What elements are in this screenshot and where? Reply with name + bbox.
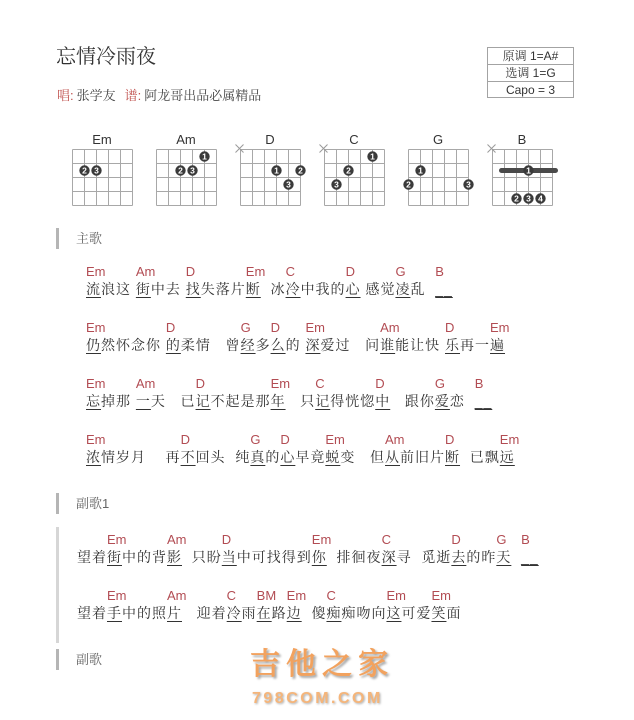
chord-name: Em [92,132,112,147]
chord-anchor-char: 忘 [86,393,101,409]
chorus-1-block [56,527,596,643]
lyric-segment [165,320,241,354]
lyric-segment [226,588,257,622]
lyric-segment [135,264,186,298]
lyric-text: 只 [285,393,316,409]
lyric-segment [490,320,510,354]
chord-label: G [240,320,251,335]
chord-anchor-char: 天 [496,549,512,565]
lyric-segment [270,376,316,410]
lyric-segment [86,376,136,410]
finger-number: 3 [190,165,195,176]
finger-number: 2 [298,165,303,176]
chord-anchor-char: 的 [165,337,181,353]
chord-label: Em [325,432,345,447]
chord-anchor-char: 你 [311,549,327,565]
lyric-segment [167,532,222,566]
chord-label: Em [286,588,307,603]
lyric-segment [240,320,271,354]
chord-label: B [435,264,444,279]
lyric-text: 中可找得到 [236,549,312,565]
chord-anchor-char: 蜕 [325,449,341,465]
finger-number: 3 [334,179,339,190]
chord-anchor-char: 当 [221,549,237,565]
chord-anchor-char: 真 [250,449,266,465]
finger-number: 4 [538,193,543,204]
lyric-text: 寻 觅逝 [396,549,452,565]
lyric-text: 变 但 [340,449,386,465]
muted-string-icon [236,145,244,153]
lyric-segment [86,320,166,354]
chord-anchor-char: 片 [167,605,182,621]
lyric-text: 再一 [460,337,491,353]
lyric-segment [285,264,346,298]
lyric-segment [325,432,386,466]
lyric-segment [386,588,432,622]
finger-number: 2 [82,165,87,176]
lyric-text: 天 已 [150,393,196,409]
chord-label: D [270,320,280,335]
lyric-segment [496,532,521,566]
chord-label: D [165,320,176,335]
chord-label: Am [167,532,187,547]
finger-number: 2 [514,193,519,204]
chord-label: Em [311,532,332,547]
lyric-text: 掉那 [101,393,136,409]
watermark-url: 798COM.COM [252,690,383,707]
lyric-text: 回头 纯 [195,449,251,465]
chord-label: D [221,532,232,547]
lyric-segment [185,264,246,298]
chord-label: Em [86,432,106,447]
chord-anchor-char: 经 [240,337,256,353]
chord-label: G [250,432,261,447]
chord-anchor-char: 深 [305,337,321,353]
chord-label: Em [490,320,510,335]
chord-label: D [195,376,205,391]
lyric-segment [280,432,326,466]
chord-anchor-char: 去 [451,549,467,565]
fretboard-grid-icon [150,143,222,211]
chord-label: Em [86,264,106,279]
lyric-segment [195,376,271,410]
chord-label: D [280,432,290,447]
chord-label: Em [499,432,520,447]
lyric-text: 只盼 [182,549,222,565]
chord-label: D [451,532,461,547]
lyric-segment [381,532,452,566]
lyric-segment [86,264,136,298]
chord-label: Am [380,320,400,335]
capo-info: Capo = 3 [488,81,573,97]
lyric-text: 情岁月 再 [101,449,181,465]
chord-anchor-char: 街 [107,549,122,565]
chord-diagrams [60,132,564,212]
lyric-text: 恋 [449,393,475,409]
lyric-text: 柔情 曾 [180,337,241,353]
lyric-line [86,431,606,487]
chord-label: Em [431,588,451,603]
chord-label: C [381,532,391,547]
chord-anchor-char: 心 [345,281,361,297]
lyric-segment [286,588,327,622]
chord-anchor-char: 深 [381,549,397,565]
lyric-text: 路 [271,605,287,621]
finger-number: 2 [178,165,183,176]
lyric-text: 早竟 [295,449,326,465]
muted-string-icon [488,145,496,153]
lyric-segment [270,320,306,354]
lyric-text: 望着 [77,605,107,621]
watermark-title: 吉他之家 [250,648,394,681]
chord-diagram-c [312,132,396,212]
chord-label: C [285,264,295,279]
lyric-segment [250,432,281,466]
lyric-segment [521,532,539,566]
lyric-segment [431,588,462,622]
chord-label: D [185,264,196,279]
chord-anchor-char: 这 [386,605,402,621]
fretboard-grid-icon [486,143,558,211]
chord-anchor-char: 遍 [490,337,506,353]
lyric-segment [375,376,435,410]
lyric-segment [107,588,167,622]
chord-label: Em [107,588,127,603]
chord-anchor-char: 爱 [434,393,450,409]
lyric-text: 能让快 [395,337,446,353]
lyric-text: 中去 [150,281,186,297]
chord-name: B [517,132,527,147]
chord-anchor-char: 在 [256,605,272,621]
lyric-text: 前旧片 [400,449,446,465]
chord-name: D [265,132,275,147]
chord-label: Em [305,320,325,335]
lyric-line [86,319,606,375]
chord-anchor-char: 痴 [326,605,342,621]
finger-number: 3 [286,179,291,190]
chord-label: D [445,320,455,335]
chord-label: Em [86,320,106,335]
chord-label: B [521,532,530,547]
lyric-text: 中的照 [122,605,167,621]
chord-label: Em [386,588,406,603]
chord-anchor-char: 记 [315,393,331,409]
chord-anchor-char: __ [435,281,453,297]
song-credits [57,87,261,104]
chord-anchor-char: __ [474,393,493,409]
chord-anchor-char: 冷 [285,281,301,297]
chord-anchor-char: 街 [135,281,151,297]
lyric-text: 雨 [241,605,257,621]
arranger-label: 谱: [124,88,142,103]
finger-number: 1 [370,151,375,162]
lyric-text: 的昨 [466,549,497,565]
lyric-line [77,531,596,587]
lyric-text: 迎着 [182,605,227,621]
chord-diagram-d [228,132,312,212]
lyric-segment [434,376,475,410]
lyric-line [86,263,606,319]
finger-number: 2 [406,179,411,190]
lyric-segment [326,588,387,622]
chord-anchor-char: 影 [167,549,182,565]
fretboard-grid-icon [234,143,306,211]
chord-label: C [226,588,237,603]
finger-number: 1 [418,165,423,176]
fretboard-grid-icon [318,143,390,211]
lyric-segment [395,264,436,298]
chord-label: D [445,432,455,447]
chord-label: Em [107,532,127,547]
chord-label: C [315,376,325,391]
lyric-text: 感觉 [360,281,396,297]
chord-label: Am [167,588,187,603]
chord-label: Em [270,376,291,391]
finger-number: 1 [202,151,207,162]
chord-label: D [375,376,385,391]
lyric-text: 面 [446,605,462,621]
finger-number: 3 [466,179,471,190]
lyric-text: 中我的 [300,281,346,297]
chord-diagram-em [60,132,144,212]
lyric-segment [474,376,493,410]
lyric-text: 排徊夜 [326,549,382,565]
original-key: 原调 1=A# [502,49,559,63]
chord-label: G [496,532,507,547]
lyric-text: 望着 [77,549,107,565]
chord-anchor-char: 乐 [445,337,461,353]
chord-anchor-char: 流 [86,281,101,297]
chord-diagram-b [480,132,564,212]
lyric-text: 然怀念你 [101,337,166,353]
chord-label: Am [135,264,156,279]
lyric-segment [180,432,251,466]
chord-anchor-char: 谁 [380,337,396,353]
lyric-segment [499,432,520,466]
verse-lyrics [86,263,606,487]
lyric-segment [135,376,196,410]
chord-anchor-char: 从 [385,449,401,465]
lyric-text: 跟你 [390,393,435,409]
lyric-segment [345,264,396,298]
chord-anchor-char: 一 [135,393,151,409]
chord-label: G [434,376,446,391]
chord-anchor-char: 冷 [226,605,242,621]
lyric-segment [435,264,453,298]
finger-number: 3 [526,193,531,204]
lyric-text: 多 [255,337,271,353]
finger-number: 3 [94,165,99,176]
chord-anchor-char: 中 [375,393,391,409]
arranger-name: 阿龙哥出品必属精品 [144,88,262,103]
lyric-text: 浪这 [101,281,136,297]
chord-diagram-g [396,132,480,212]
fretboard-grid-icon [402,143,474,211]
chord-anchor-char: 断 [445,449,461,465]
lyric-segment [315,376,376,410]
singer-name[interactable]: 张学友 [76,88,116,103]
chord-label: BM [256,588,277,603]
chord-anchor-char: 年 [270,393,286,409]
chord-label: Am [385,432,405,447]
lyric-line [86,375,606,431]
chord-anchor-char: 找 [185,281,201,297]
chord-label: D [180,432,190,447]
lyric-text: 不起是那 [210,393,271,409]
lyric-text: 乱 [410,281,436,297]
lyric-segment [445,432,500,466]
key-info-box [487,47,574,98]
chord-anchor-char: 不 [180,449,196,465]
chord-label: Am [135,376,156,391]
chord-label: Em [86,376,106,391]
lyric-segment [167,588,227,622]
lyric-segment [305,320,381,354]
chord-name: Am [176,132,196,147]
muted-string-icon [320,145,328,153]
chord-anchor-char: 远 [499,449,515,465]
site-watermark [250,648,400,708]
lyric-segment [256,588,287,622]
chord-anchor-char: 边 [286,605,302,621]
lyric-text: 可爱 [401,605,432,621]
lyric-segment [245,264,286,298]
chord-anchor-char: 笑 [431,605,447,621]
chord-anchor-char: 凌 [395,281,411,297]
lyric-text: 傻 [301,605,327,621]
chord-label: C [326,588,336,603]
lyric-segment [385,432,446,466]
section-label-chorus-1: 副歌1 [56,493,109,514]
lyric-segment [77,604,107,622]
lyric-segment [221,532,312,566]
song-title: 忘情冷雨夜 [56,46,156,68]
lyric-segment [77,548,107,566]
lyric-text: 冰 [260,281,286,297]
lyric-text [511,549,521,565]
lyric-text: 中的背 [122,549,167,565]
finger-number: 1 [526,165,531,176]
singer-label: 唱: [57,88,74,103]
fretboard-grid-icon [66,143,138,211]
lyric-text: 失落片 [200,281,246,297]
chord-label: D [345,264,355,279]
chord-name: C [349,132,359,147]
lyric-text: 已飘 [460,449,500,465]
lyric-text: 得恍惚 [330,393,376,409]
chord-anchor-char: 仍 [86,337,101,353]
lyric-text: 的 [285,337,306,353]
lyric-segment [445,320,491,354]
lyric-segment [451,532,497,566]
lyric-segment [380,320,446,354]
chorus-1-lyrics [77,531,596,643]
lyric-segment [86,432,181,466]
chord-label: Em [245,264,266,279]
lyric-line [77,587,596,643]
lyric-text: 痴吻向 [341,605,387,621]
chord-anchor-char: 浓 [86,449,101,465]
chord-label: B [474,376,484,391]
chord-anchor-char: 记 [195,393,211,409]
chord-anchor-char: __ [521,549,539,565]
finger-number: 1 [274,165,279,176]
selected-key: 选调 1=G [488,64,573,80]
finger-number: 2 [346,165,351,176]
lyric-segment [107,532,167,566]
chord-anchor-char: 断 [245,281,261,297]
lyric-segment [311,532,382,566]
chord-diagram-am [144,132,228,212]
chord-name: G [432,132,444,147]
lyric-text: 的 [265,449,281,465]
lyric-text: 爱过 问 [320,337,381,353]
chord-anchor-char: 心 [280,449,296,465]
chord-anchor-char: 么 [270,337,286,353]
chord-label: G [395,264,406,279]
chord-anchor-char: 手 [107,605,122,621]
section-label-chorus: 副歌 [56,649,102,670]
section-label-verse: 主歌 [56,228,102,249]
